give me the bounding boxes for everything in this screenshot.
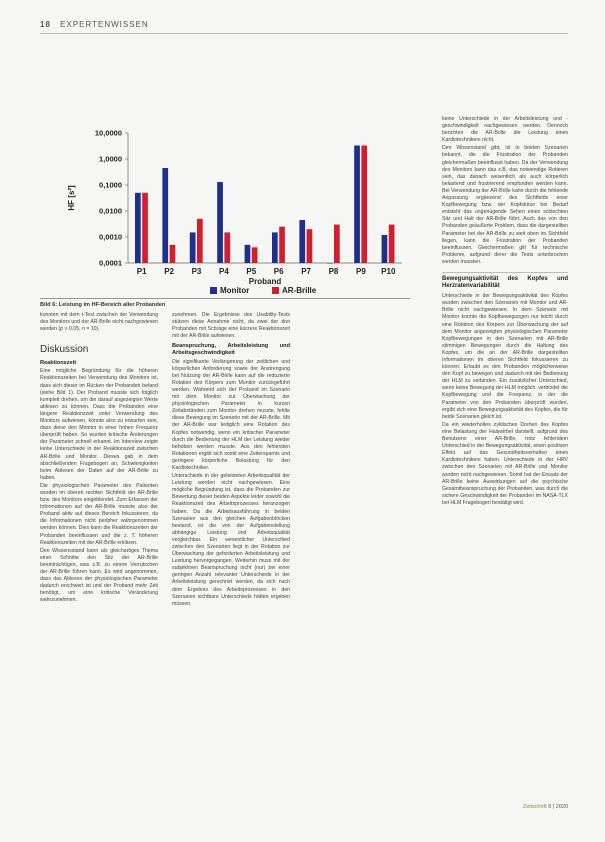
bar-monitor	[135, 193, 141, 263]
bar-ar-brille	[197, 219, 203, 263]
bar-ar-brille	[307, 229, 313, 263]
legend-label: AR-Brille	[282, 286, 317, 295]
x-tick-label: P3	[191, 267, 202, 276]
paragraph: Die signifikante Verlängerung der zeitlichen und körperlichen Anforderung sowie der Anstrengung bei Nutzung der AR-Brille kann auf die reduzierte Rotation des Körpers zum Monitor zurückgeführt werden. Während sich der Proband im Szenario mit dem Monitor zur Überwachung der physiologischen Parameter in kurzen Zeitabständen zum Monitor drehen musste, fehlte diese Bewegung im Szenario mit der AR-Brille. Mit der AR-Brille war lediglich eine Rotation des Kopfes notwendig, wenn ein kritischer Parameter durch die Bedienung der HLM der Leistung wieder behoben werden musste. Aus den fehlenden Rotationen ergibt sich somit eine Zeitersparnis und geringere körperliche Belastung für den Kardiotechniker.	[172, 358, 290, 471]
y-tick-label: 0,0100	[99, 206, 122, 216]
x-tick-label: P1	[136, 267, 147, 276]
x-tick-label: P7	[301, 267, 311, 276]
y-tick-label: 0,0001	[99, 258, 122, 268]
bar-monitor	[217, 182, 223, 263]
running-header	[40, 20, 149, 29]
paragraph: Den Wissenstand gibt, ist in beiden Szenarien bekannt, die die Frustration der Probanden gleichermaßen beeinflusst haben. Da der Verwendung des Monitors kann das z.B. das notwendige Rotieren sein, das danach wesentlich als auch körperlich belastend und frustrierend empfunden werden kann. Bei Verwendung der AR-Brille kann durch die fehlende Anpassung ergänzend des Sichtfelds einer Kopfbewegung bzw. der Kopfstütze bei Bedarf entsteht das ungenügende Sehen eines schlechten Sitz und Halt der AR-Brille führt. Auch das von den Probanden geäußerte Problem, dass die dargestellten Parameter bei der AR-Brille zu weit oben im Sichtfeld liegen, kann die Frustration der Probanden beeinflussen. Gleichermaßen gilt für technische Probleme, aufgrund derer die Tests unterbrochen werden mussten.	[442, 145, 568, 265]
paragraph: Eine mögliche Begründung für die höheren Reaktionszeiten bei Verwendung des Monitors ist, dass sich dieser im Rücken der Probanden befand (siehe Bild 1). Der Proband musste sich folglich komplett drehen, um die darauf angezeigten Werte ablesen zu können. Dass die Probanden eine längere Reaktionszeit unter Verwendung des Monitors aufwiesen, könnte also zu erwarten sein, dass diese den Monitor in einer hohen Frequenz überprüft haben. So wurden kritische Änderungen der Parameter schnell erkannt. Im Interview zeigte keine Unterschiede in der Reaktionszeit zwischen AR-Brille und Monitor. Dieses gab in dem abschließenden Fragebogen an, Schwierigkeiten beim Ablesen der Daten auf der AR-Brille zu haben.	[40, 368, 158, 481]
y-axis-label: HF [s²]	[67, 185, 76, 211]
subheading: Bewegungsaktivität des Kopfes und Herzratenvariabilität	[442, 272, 568, 290]
legend-swatch	[272, 287, 279, 294]
y-tick-label: 0,1000	[99, 180, 122, 190]
paragraph: keine Unterschiede in der Arbeitsleistung und -geschwindigkeit nachgewiesen werden. Dennoch berichten die AR-Brille die Leistung eines Kardiotechnikers nicht.	[442, 116, 568, 144]
text-column-3	[442, 116, 568, 508]
bar-ar-brille	[334, 225, 340, 263]
header-rule	[40, 33, 568, 34]
paragraph: Unterschiede in der geleisteten Arbeitsqualität der Leistung werden nicht nachgewiesen. Eine mögliche Begründung ist, dass die Probanden zur Bewertung dieser beiden Aspekte leider sowohl die Reaktionszeit des Arbeitsprozesses heranzogen haben. Da die Arbeitsausführung in beiden Szenarien aus den gleichen Aufgabenblöcken bestand, ist die von der Aufgabenstellung abhängige Leistung und Arbeitsqualität vergleichbar. Ein wesentlicher Unterschied zwischen den Szenarien liegt in der Rotation zur Überwachung der geforderten Arbeitsleistung und Leistung hervorgegangen. Weiterhin muss mit der subjektiven Beanspruchung nicht (nur) bei einer geringen Anzahl relevanter Unterschiede in der Arbeitsleistung gerechnet werden, da sich nach dem Ergebnis des Arbeitsprozesses in den Szenarien sichtbare Unterschiede hätten ergeben müssen.	[172, 473, 290, 607]
bar-ar-brille	[361, 146, 367, 263]
x-tick-label: P9	[356, 267, 366, 276]
bar-monitor	[245, 245, 251, 263]
section-heading: Diskussion	[40, 344, 89, 356]
bar-monitor	[272, 232, 278, 263]
x-tick-label: P2	[164, 267, 174, 276]
page-number: 18	[40, 20, 51, 29]
page-footer	[523, 804, 568, 810]
x-tick-label: P10	[381, 267, 396, 276]
bar-ar-brille	[170, 245, 176, 263]
y-tick-label: 0,0010	[99, 232, 122, 242]
bar-ar-brille	[142, 193, 148, 263]
figure-caption: Bild 6: Leistung im HF-Bereich aller Probanden	[40, 298, 410, 308]
footer-brand: Zeitschrift	[522, 804, 547, 810]
paragraph: zunehmen. Die Ergebnisse des Usability-Tests stützen diese Annahme nicht, da zwei der drei Probanden mit Schräge eine kürzere Reaktionszeit mit der AR-Brille aufwiesen.	[172, 312, 290, 340]
legend-label: Monitor	[220, 286, 250, 295]
x-tick-label: P4	[219, 267, 229, 276]
subheading: Beanspruchung, Arbeitsleistung und Arbeitsgeschwindigkeit	[172, 343, 290, 357]
y-tick-label: 10,0000	[94, 128, 122, 138]
x-tick-label: P6	[273, 267, 284, 276]
bar-monitor	[190, 232, 196, 263]
paragraph: Den Wissensstand kann als gleichartiges Thema einer Schnitte den Sitz der AR-Brille beeinträchtigen, was z.B. zu einem Verrutschen der AR-Brille führen kann. Es wird angenommen, dass das Ablesen der physiologischen Parameter dadurch erschwert ist und der Proband mehr Zeit benötigt, um eine kritische Veränderung wahrzunehmen.	[40, 547, 158, 604]
bar-monitor	[162, 168, 168, 263]
chart-svg	[40, 105, 410, 295]
bar-monitor	[354, 146, 360, 263]
text-column-1	[40, 312, 158, 605]
text-column-2	[172, 312, 290, 609]
paragraph: konnten mit dem t-Test zwischen der Verwendung des Monitors und der AR-Brille nicht nachgewiesen werden (p > 0,05, n = 10).	[40, 312, 158, 333]
y-tick-label: 1,0000	[99, 154, 122, 164]
bar-monitor	[382, 235, 388, 263]
section-title: EXPERTENWISSEN	[60, 20, 149, 29]
bar-ar-brille	[252, 247, 258, 263]
subheading: Reaktionszeit	[40, 360, 77, 367]
bar-monitor	[299, 220, 305, 263]
x-tick-label: P5	[246, 267, 257, 276]
bar-monitor	[327, 263, 333, 264]
bar-ar-brille	[389, 225, 395, 263]
x-axis-label: Proband	[248, 277, 282, 286]
bar-ar-brille	[279, 227, 285, 263]
paragraph: Da ein wiederholtes zyklisches Drehen des Kopfes eine Belastung der Halswirbel darstellt, aufgrund des Benutzens einer AR-Brille, trotz fehlendem Unterschied in der Bewegungsaktivität, einen positiven Effekt auf das Gesundheitsverhalten eines Kardiotechnikers haben. Unterschiede in der HRV zwischen den Szenarien mit AR-Brille und Monitor wurden nicht nachgewiesen. Somit hat der Einsatz der AR-Brille keine Auswirkungen auf die psychische Gesamtbeanspruchung der Probanden, was durch die sichere Geschwindigkeit der Probanden im NASA-TLX bei HLM Fragebogen bestätigt wird.	[442, 421, 568, 506]
footer-issue: 6 | 2020	[548, 804, 568, 810]
bar-ar-brille	[224, 232, 230, 263]
paragraph: Die physiologischen Parameter des Patienten wurden im oberen rechten Sichtfeld der AR-Brille bzw. des Monitors eingeblendet. Zum Erfassen der Informationen auf der AR-Brille musste also der Proband aktiv auf dieses Bereich fokussieren, da die Informationen nicht peripher wahrgenommen werden können. Dies kann die Reaktionszeiten der Probanden beeinflussen und die z. T. höheren Reaktionszeiten mit der AR-Brille erklären.	[40, 482, 158, 546]
hf-bar-chart	[40, 105, 410, 295]
legend-swatch	[210, 287, 217, 294]
x-tick-label: P8	[328, 267, 339, 276]
paragraph: Unterschiede in der Bewegungsaktivität des Kopfes wurden zwischen den Szenarien mit Monitor und AR-Brille nicht nachgewiesen. In dem Szenario mit Monitor konnte die Kopfbewegungen nur leicht durch eine Rotation des Körpers zur Überwachung der auf dem Monitor angezeigten physiologischen Parameter Kopfbewegungen in den Szenarien mit AR-Brille stimmigen Bewegungen durch die Haltung des Kopfes, um die an der AR-Brille dargestellten Informationen im oberen Sichtfeld fokussieren zu können. Erlaubt es den Probanden möglicherweise den Kopf zu bewegen und dadurch mit der Bedienung der HLM zu verbinden. Ein zusätzlicher Unterschied, wenn keine Bewegung der HLM möglich, verbindet die Kopfbewegung und die Frequenz, in der die Parameter von den Probanden überprüft wurden, ergibt sich eine Bewegungsaktivität des Kopfes, die für beide Szenarien gleich ist.	[442, 293, 568, 420]
